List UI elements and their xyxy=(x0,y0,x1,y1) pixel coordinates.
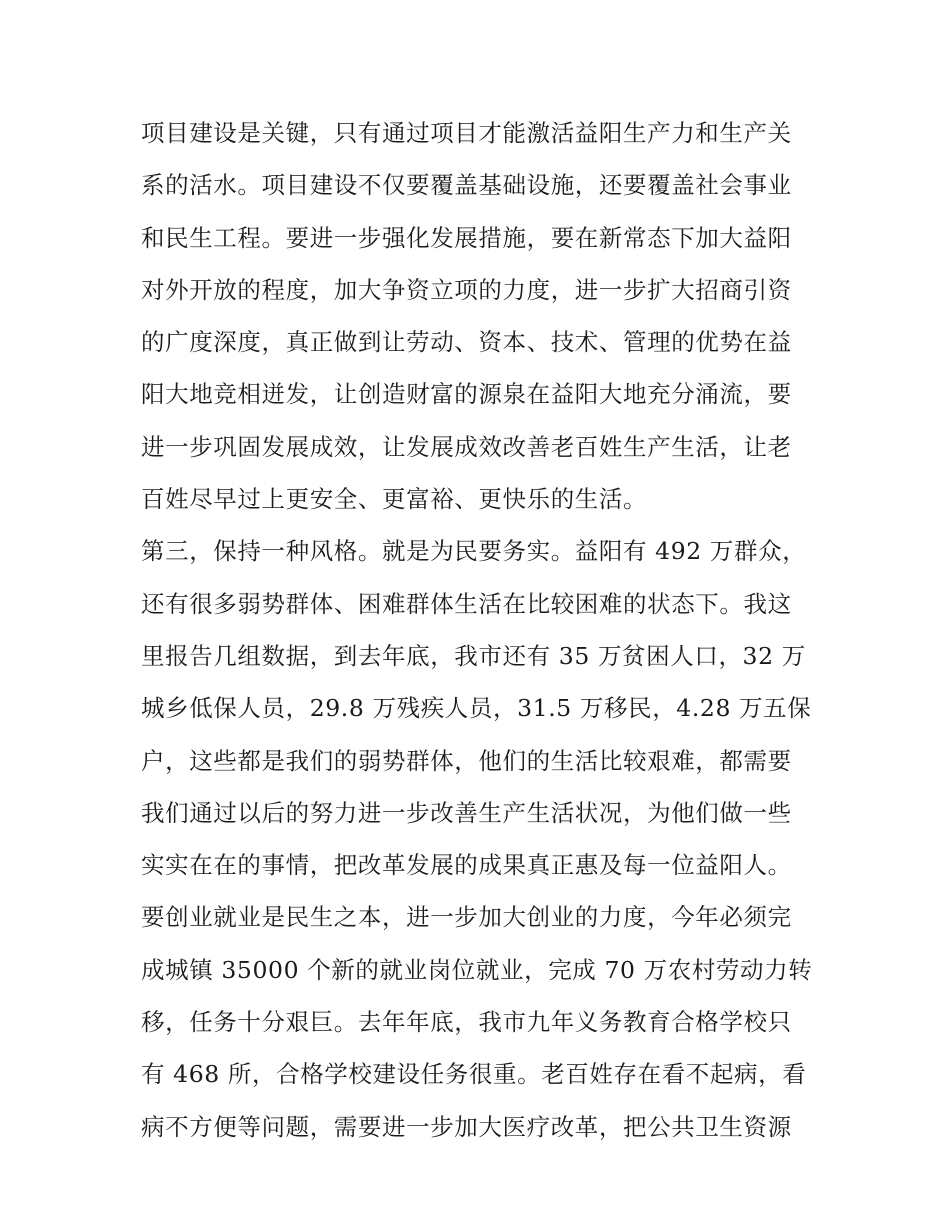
text-line: 里报告几组数据，到去年底，我市还有 35 万贫困人口，32 万 xyxy=(141,641,806,670)
text-line: 要创业就业是民生之本，进一步加大创业的力度，今年必须完 xyxy=(141,903,792,932)
text-line: 第三，保持一种风格。就是为民要务实。益阳有 492 万群众， xyxy=(141,537,807,566)
text-line: 阳大地竞相迸发，让创造财富的源泉在益阳大地充分涌流，要 xyxy=(141,380,792,409)
text-line: 百姓尽早过上更安全、更富裕、更快乐的生活。 xyxy=(141,485,648,514)
text-line: 成城镇 35000 个新的就业岗位就业，完成 70 万农村劳动力转 xyxy=(141,955,813,984)
text-line: 病不方便等问题，需要进一步加大医疗改革，把公共卫生资源 xyxy=(141,1112,792,1141)
text-line: 项目建设是关键，只有通过项目才能激活益阳生产力和生产关 xyxy=(141,119,792,147)
text-line: 实实在在的事情，把改革发展的成果真正惠及每一位益阳人。 xyxy=(141,851,792,880)
text-line: 我们通过以后的努力进一步改善生产生活状况，为他们做一些 xyxy=(141,798,792,827)
text-line: 有 468 所，合格学校建设任务很重。老百姓存在看不起病，看 xyxy=(141,1060,807,1089)
text-line: 进一步巩固发展成效，让发展成效改善老百姓生产生活，让老 xyxy=(141,432,792,461)
body-text xyxy=(141,107,821,1153)
text-line: 城乡低保人员，29.8 万残疾人员，31.5 万移民，4.28 万五保 xyxy=(141,694,812,723)
text-line: 还有很多弱势群体、困难群体生活在比较困难的状态下。我这 xyxy=(141,589,792,618)
text-line: 的广度深度，真正做到让劳动、资本、技术、管理的优势在益 xyxy=(141,328,792,357)
text-line: 对外开放的程度，加大争资立项的力度，进一步扩大招商引资 xyxy=(141,275,792,304)
text-line: 系的活水。项目建设不仅要覆盖基础设施，还要覆盖社会事业 xyxy=(141,171,792,200)
text-line: 移，任务十分艰巨。去年年底，我市九年义务教育合格学校只 xyxy=(141,1008,792,1037)
text-line: 户，这些都是我们的弱势群体，他们的生活比较艰难，都需要 xyxy=(141,746,792,775)
text-line: 和民生工程。要进一步强化发展措施，要在新常态下加大益阳 xyxy=(141,223,792,252)
